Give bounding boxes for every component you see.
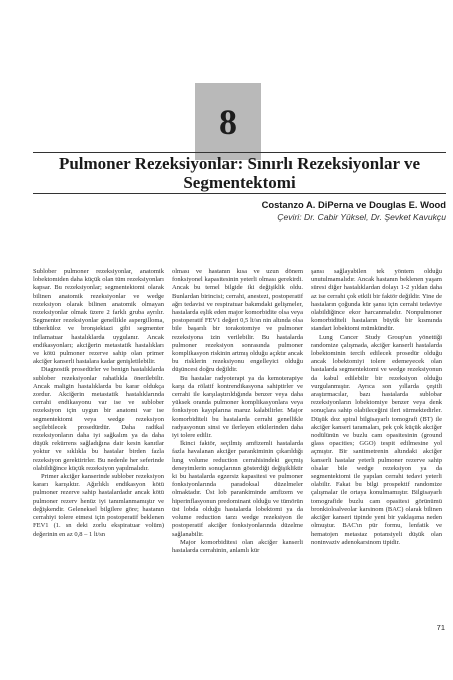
chapter-number: 8 — [219, 101, 237, 142]
text-column-1 — [33, 268, 164, 539]
title-bottom-rule — [33, 193, 446, 194]
paragraph: Diagnostik prosedürler ve benign hastalıklarda sublober rezeksiyonlar rahatlıkla önerilebilir. Ancak maligin hastalıklarda bu karar oldukça zordur. Akciğerin metastatik hastalıklarında cerrahi endikasyonu var ise ve sublober rezeksiyon için uygun bir anatomi var ise segmentektomi veya wedge rezeksiyon seçilebilecek prosedürdür. Daha radikal rezeksiyonların daha iyi sağkalım ya da daha düşük rekürrens sağladığına dair kesin kanıtlar yoktur ve sıklıkla bu hastalar birden fazla rezeksiyon gerektirirler. Bu nedenle her seferinde olabildiğince küçük rezeksiyon yapılmalıdır. — [33, 366, 164, 472]
text-column-2 — [172, 268, 303, 555]
translators: Çeviri: Dr. Cabir Yüksel, Dr. Şevket Kavukçu — [277, 212, 446, 222]
paragraph: şansı sağlayabilen tek yöntem olduğu unutulmamalıdır. Ancak hastanın beklenen yaşam süresi diğer hastalıklardan dolayı 1-2 yıldan daha az ise cerrahi çok etkili bir faktör değildir. Yine de hastaların çoğunda kür şansı için cerrahi tedaviye olabildiğince ekor harcanmalıdır. Nonpulmoner komorbiditeli hastaların büyük bir kısmında standart lobektomi mümkündür. — [311, 268, 442, 333]
chapter-title-line-2: Segmentektomi — [183, 173, 296, 192]
chapter-title-line-1: Pulmoner Rezeksiyonlar: Sınırlı Rezeksiyonlar ve — [58, 154, 421, 173]
paragraph: Lung Cancer Study Group'un yönettiği randomize çalışmada, akciğer kanserli hastalarda lobektominin tercih edilecek prosedür olduğu ancak lobektomiyi tolere edemeyecek olan hastalarda segmentektomi ve wedge rezeksiyonun da kabul edilebilir bir rezeksiyon olduğu vurgulanmıştır. Ayrıca son yıllarda çeşitli araştırmacılar, bazı hastalarda sublobar rezeksiyonların lobektomiye benzer veya denk sonuçlara sahip olabileceğini ileri sürmektedirler. Düşük doz spiral bilgisayarlı tomografi (BT) ile akciğer kanseri taramaları, pek çok küçük akciğer nodülünün ve buzlu cam opasitesinin (ground glass opacities; GGO) tespit edilmesine yol açmıştır. Bir santimetrenin altındaki akciğer kanserli hastalar yeterli pulmoner rezerve sahip olsalar bile wedge rezeksiyon ya da segmentektomi ile yapılan cerrahi tedavi yeterli olabilir. Fakat bu bilgi prospektif randomize çalışmalar ile ortaya konulmamıştır. Bilgisayarlı tomografide buzlu cam opasitesi görünümü bronkioloalveolar karsinom (BAC) olarak bilinen akciğer kanseri tipinde yeni bir yaklaşıma neden olmuştur. BAC'ın pür formu, lenfatik ve hematojen metastaz potansiyeli düşük olan noninvaziv adenokarsinom tipidir. — [311, 333, 442, 546]
paragraph: Major komorbiditesi olan akciğer kanserli hastalarda cerrahinin, anlamlı kür — [172, 538, 303, 554]
chapter-title — [33, 154, 446, 192]
title-top-rule — [33, 152, 446, 153]
paragraph: Primer akciğer kanserinde sublober rezeksiyon kararı karışıktır. Ağırlıklı endikasyon kötü pulmoner rezerve sahip hastalardadır ancak kötü pulmoner rezerv henüz iyi tanımlanmamıştır ve değişkendir. Geleneksel bilgilere göre; hastanın cerrahiyi tolere etmesi için postoperatif beklenen FEV1 (1. sn deki zorlu ekspiratuar volüm) değerinin en az 0,8 – 1 lt/sn — [33, 473, 164, 538]
paragraph: olması ve hastanın kısa ve uzun dönem fonksiyonel kapasitesinin yeterli olması gerekirdi. Ancak bu temel bilgide iki değişiklik oldu. Bunlardan birincisi; cerrahi, anestezi, postoperatif ağrı tedavisi ve respiratuar bakımdaki gelişmeler, hastalarda eşlik eden major komorbidite olsa veya postoperatif FEV1 değeri 0,5 lt/sn nin altında olsa bile başarılı bir torakotomiye ve pulmoner rezeksiyona izin verilebilir. Bu hastalarda pulmoner rezeksiyon sonrasında pulmoner komplikasyon riskinin artmış olduğu açıktır ancak bu risklerin rezeksiyonu engelleyici olduğu düşüncesi doğru değildir. — [172, 268, 303, 374]
text-column-3 — [311, 268, 442, 547]
paragraph: Bu hastalar radyoterapi ya da kemoterapiye karşı da rölatif kontrendikasyona sahiptirler ve cerrahi ile karşılaştırıldığında benzer veya daha yüksek oranda pulmoner komplikasyonlara veya fonksiyon kayıplarına maruz kalabilirler. Major komorbiditeli bu hastalarda cerrahi genellikle radyasyonun sinsi ve ilerleyen etkilerinden daha iyi tolere edilir. — [172, 374, 303, 440]
paragraph: Sublober pulmoner rezeksiyonlar, anatomik lobektomiden daha küçük olan tüm rezeksiyonları kapsar. Bu rezeksiyonlar; segmentektomi olarak bilinen anatomik rezeksiyonlar ve wedge rezeksiyon olarak bilinen anatomik olmayan rezeksiyonlar olmak üzere 2 farklı gruba ayrılır. Segmenter rezeksiyonlar genellikle aspergilloma, tüberküloz ve bronşiektazi gibi segmenter inflamatuar hastalıklarda uygulanır. Ancak endikasyonları; akciğerin metastatik hastalıkları ve kötü pulmoner rezerve sahip olan primer akciğer kanserli hastalara kadar genişletilebilir. — [33, 268, 164, 366]
page-number: 71 — [436, 623, 445, 632]
chapter-number-box — [195, 83, 261, 160]
authors: Costanzo A. DiPerna ve Douglas E. Wood — [261, 199, 446, 210]
paragraph: İkinci faktör, seçilmiş amfizemli hastalarda fazla havalanan akciğer parankiminin çıkarıldığı lung volume reduction cerrahisindeki geçmiş deneyimlerin sonuçlarının gösterdiği değişikliktir ki bu hastalarda egzersiz kapasitesi ve pulmoner fonksiyonlarında paradoksal düzelmeler olmaktadır. Üst lob parankiminde amfizem ve hiperinflasyonun predominant olduğu ve tümörün üst lobda olduğu hastalarda lobektomi ya da volume reduction tarzı wedge rezeksiyon ile postoperatif akciğer fonksiyonlarında düzelme sağlanabilir. — [172, 440, 303, 538]
